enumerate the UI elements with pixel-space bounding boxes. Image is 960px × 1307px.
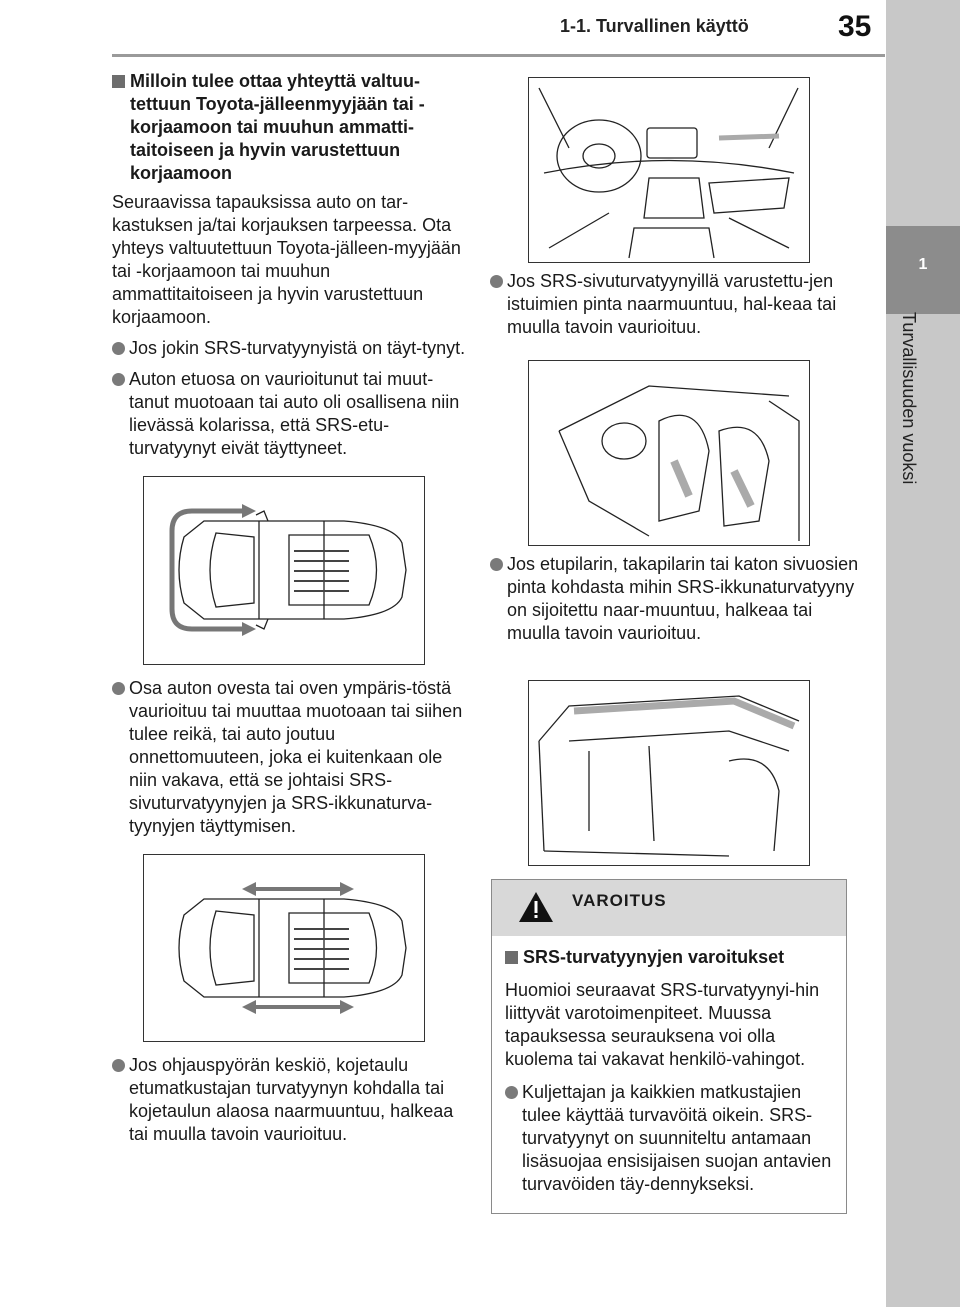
circle-bullet-icon xyxy=(112,342,125,355)
list-item: Auton etuosa on vaurioitunut tai muut-tanut muotoaan tai auto oli osallisena niin lievässä kolarissa, että SRS-etu-turvatyynyt eivät täyttyneet. xyxy=(112,368,470,460)
circle-bullet-icon xyxy=(490,558,503,571)
circle-bullet-icon xyxy=(490,275,503,288)
car-side-impact-figure xyxy=(143,854,425,1042)
warning-title: VAROITUS xyxy=(572,891,667,910)
left-column xyxy=(112,70,470,1154)
square-bullet-icon xyxy=(112,75,125,88)
chapter-tab xyxy=(886,226,960,314)
warning-triangle-icon xyxy=(517,890,555,924)
warning-heading: SRS-turvatyynyjen varoitukset xyxy=(505,946,834,969)
curtain-airbag-illustration xyxy=(529,681,808,864)
circle-bullet-icon xyxy=(112,373,125,386)
dashboard-illustration xyxy=(529,78,808,261)
curtain-airbag-figure xyxy=(528,680,810,866)
list-item: Jos ohjauspyörän keskiö, kojetaulu etumatkustajan turvatyynyn kohdalla tai kojetaulun alaosa naarmuuntuu, halkeaa tai muulla tavoin vaurioituu. xyxy=(112,1054,470,1146)
list-item: Jos SRS-sivuturvatyynyillä varustettu-jen istuimien pinta naarmuuntuu, hal-keaa tai muulla tavoin vaurioituu. xyxy=(490,270,862,339)
square-bullet-icon xyxy=(505,951,518,964)
circle-bullet-icon xyxy=(112,682,125,695)
page-number: 35 xyxy=(838,10,872,43)
side-tab-top xyxy=(886,0,960,226)
dashboard-figure xyxy=(528,77,810,263)
list-item: Osa auton ovesta tai oven ympäris-töstä vaurioituu tai muuttaa muotoaan tai siihen tulee reikä, tai auto joutuu onnettomuuteen, joka ei kuitenkaan ole niin vakava, että se johtaisi SRS-sivuturvatyynyjen ja SRS-ikkunaturva-tyynyjen täyttymisen. xyxy=(112,677,470,838)
chapter-label-text: Turvallisuuden vuoksi xyxy=(899,312,919,485)
header-rule xyxy=(112,54,885,57)
warning-box xyxy=(491,879,847,1214)
chapter-label xyxy=(893,312,923,542)
circle-bullet-icon xyxy=(505,1086,518,1099)
seat-illustration xyxy=(529,361,808,544)
car-top-view-front-illustration xyxy=(144,477,423,663)
list-item: Kuljettajan ja kaikkien matkustajien tulee käyttää turvavöitä oikein. SRS-turvatyynyt on suunniteltu antamaan lisäsuojaa ensisijaisen suojan antavien turvavöiden täy-dennykseksi. xyxy=(505,1081,834,1196)
right-column xyxy=(490,270,862,347)
section-title: 1-1. Turvallinen käyttö xyxy=(560,16,749,36)
circle-bullet-icon xyxy=(112,1059,125,1072)
warning-body xyxy=(492,936,846,1196)
list-item: Jos etupilarin, takapilarin tai katon sivuosien pinta kohdasta mihin SRS-ikkunaturvatyyny on sijoitettu naar-muuntuu, halkeaa tai muulla tavoin vaurioituu. xyxy=(490,553,862,645)
right-column-lower xyxy=(490,553,862,653)
car-top-view-side-illustration xyxy=(144,855,423,1040)
section-heading: Milloin tulee ottaa yhteyttä valtuu-tettuun Toyota-jälleenmyyjään tai -korjaamoon tai muuhun ammatti-taitoiseen ja hyvin varustettuun korjaamoon xyxy=(112,70,470,185)
warning-text: Huomioi seuraavat SRS-turvatyynyi-hin liittyvät varotoimenpiteet. Muussa tapauksessa seurauksena voi olla kuolema tai vakavat henkilö-vahingot. xyxy=(505,980,820,1069)
seat-figure xyxy=(528,360,810,546)
car-front-impact-figure xyxy=(143,476,425,665)
intro-paragraph: Seuraavissa tapauksissa auto on tar-kastuksen ja/tai korjauksen tarpeessa. Ota yhteys valtuutettuun Toyota-jälleen-myyjään tai -korjaamoon tai muuhun ammattitaitoiseen ja hyvin varustettuun korjaamoon. xyxy=(112,192,461,327)
list-item: Jos jokin SRS-turvatyynyistä on täyt-tynyt. xyxy=(112,337,470,360)
chapter-number: 1 xyxy=(918,256,928,273)
warning-header xyxy=(492,880,846,936)
